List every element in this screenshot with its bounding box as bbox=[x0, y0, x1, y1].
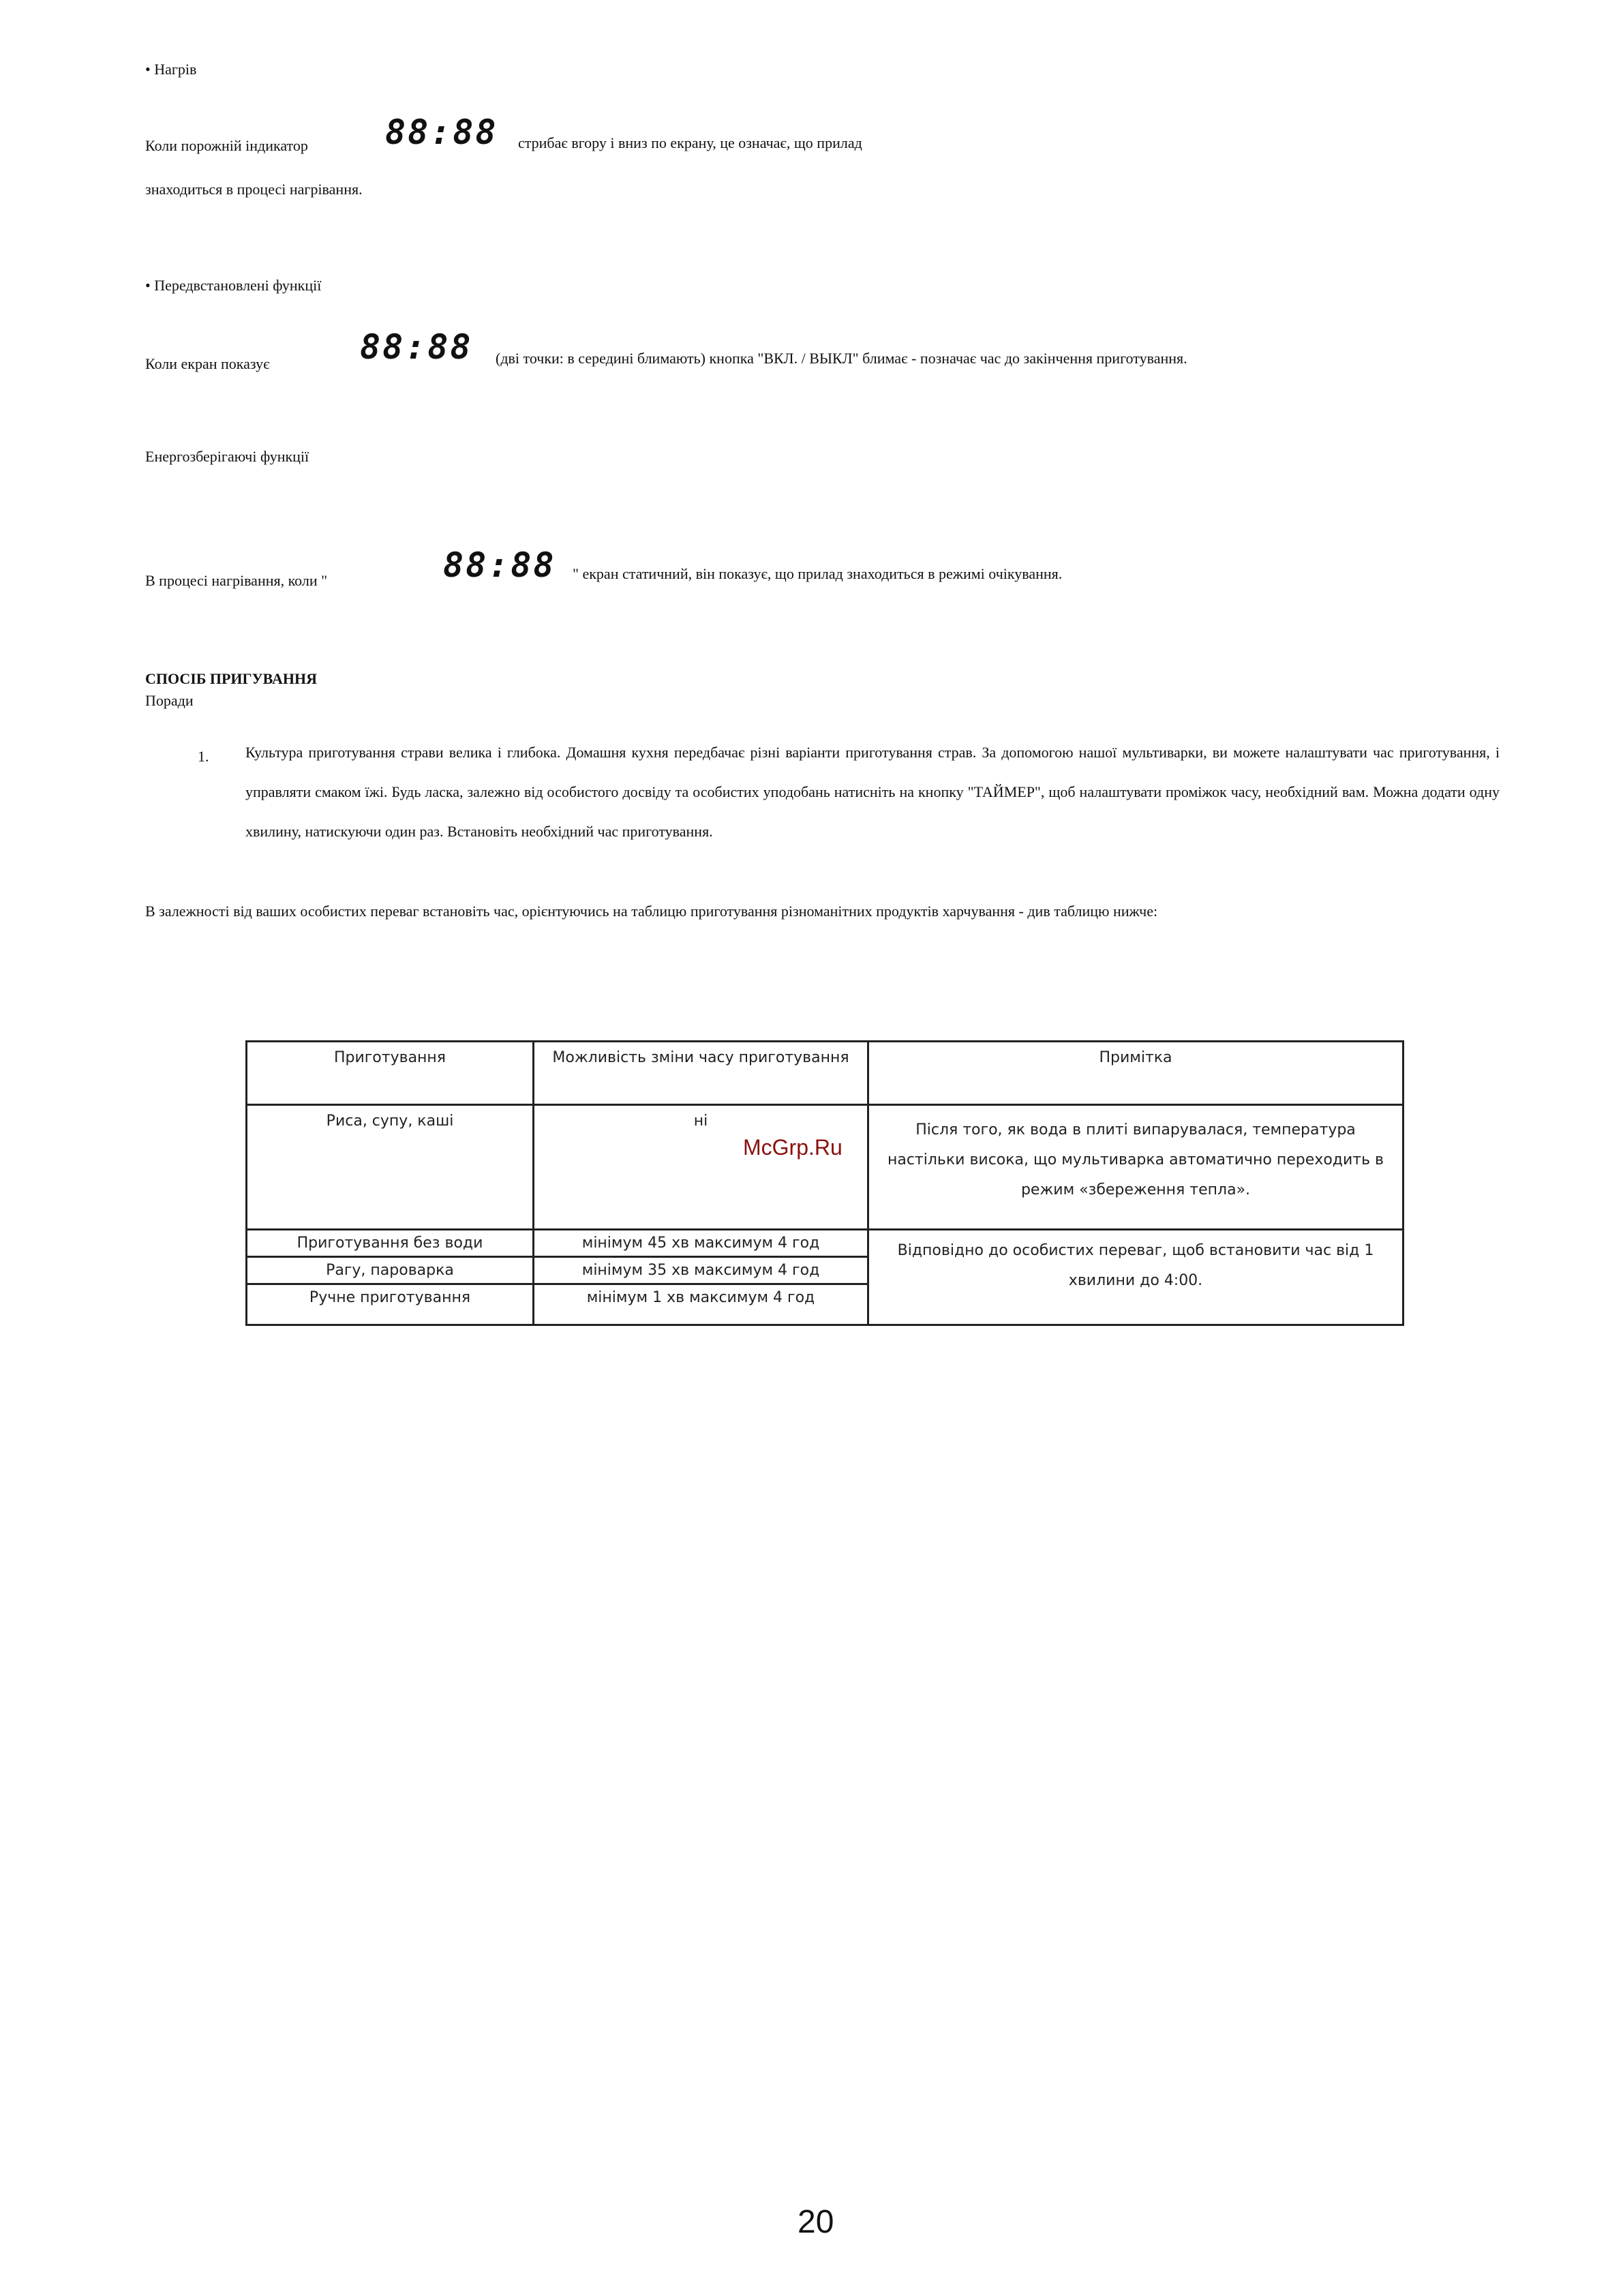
method-subtitle: Поради bbox=[145, 692, 194, 709]
table-header-row bbox=[247, 1042, 1404, 1105]
table-row bbox=[247, 1105, 1404, 1230]
watermark: McGrp.Ru bbox=[743, 1135, 843, 1160]
heating-heading: • Нагрів bbox=[145, 61, 197, 78]
energy-line-before: В процесі нагрівання, коли " bbox=[145, 572, 328, 589]
method-item-text: Культура приготування страви велика і глибока. Домашня кухня передбачає різні варіанти приготування страв. За допомогою нашої мультиварки, ви можете налаштувати час приготування, і управляти смаком їжі. Будь ласка, залежно від особистого досвіду та особистих уподобань натисніть на кнопку "ТАЙМЕР", щоб налаштувати проміжок часу, необхідний вам. Можна додати одну хвилину, натискуючи один раз. Встановіть необхідний час приготування. bbox=[245, 744, 1500, 840]
heating-line1-after: стрибає вгору і вниз по екрану, це означає, що прилад bbox=[518, 134, 862, 151]
table-cell-cooking: Ручне приготування bbox=[247, 1284, 534, 1325]
method-note-text: В залежності від ваших особистих переваг встановіть час, орієнтуючись на таблицю приготування різноманітних продуктів харчування - див таблицю нижче: bbox=[145, 903, 1158, 920]
table-header-change: Можливість зміни часу приготування bbox=[534, 1042, 868, 1105]
table-cell-change: мінімум 35 хв максимум 4 год bbox=[534, 1257, 868, 1284]
page-number: 20 bbox=[798, 2204, 834, 2240]
method-title: СПОСІБ ПРИГУВАННЯ bbox=[145, 670, 317, 687]
energy-heading: Енергозберігаючі функції bbox=[145, 448, 309, 465]
table-row bbox=[247, 1230, 1404, 1257]
heating-line1-before: Коли порожній індикатор bbox=[145, 137, 308, 154]
preset-line-after: (дві точки: в середині блимають) кнопка "ВКЛ. / ВЫКЛ" блимає - позначає час до закінчення приготування. bbox=[496, 350, 1187, 367]
table-cell-group-note: Відповідно до особистих переваг, щоб встановити час від 1 хвилини до 4:00. bbox=[868, 1230, 1404, 1325]
display-indicator: 88:88 bbox=[443, 545, 556, 585]
table-cell-cooking: Приготування без води bbox=[247, 1230, 534, 1257]
table-header-cooking: Приготування bbox=[247, 1042, 534, 1105]
preset-line-before: Коли екран показує bbox=[145, 355, 270, 372]
display-indicator: 88:88 bbox=[360, 327, 473, 367]
display-indicator: 88:88 bbox=[385, 112, 498, 152]
table-cell-cooking: Риса, супу, каші bbox=[247, 1105, 534, 1230]
energy-line-after: " екран статичний, він показує, що прилад знаходиться в режимі очікування. bbox=[573, 565, 1063, 582]
table-cell-cooking: Рагу, пароварка bbox=[247, 1257, 534, 1284]
table-cell-change: мінімум 45 хв максимум 4 год bbox=[534, 1230, 868, 1257]
preset-heading: • Передвстановлені функції bbox=[145, 277, 322, 294]
cooking-table bbox=[245, 1040, 1404, 1326]
method-item-number: 1. bbox=[198, 748, 209, 765]
heating-line2: знаходиться в процесі нагрівання. bbox=[145, 181, 363, 198]
table-cell-change: ні bbox=[534, 1105, 868, 1230]
table-cell-note: Після того, як вода в плиті випарувалася, температура настільки висока, що мультиварка автоматично переходить в режим «збереження тепла». bbox=[868, 1105, 1404, 1230]
table-header-note: Примітка bbox=[868, 1042, 1404, 1105]
table-cell-change: мінімум 1 хв максимум 4 год bbox=[534, 1284, 868, 1325]
